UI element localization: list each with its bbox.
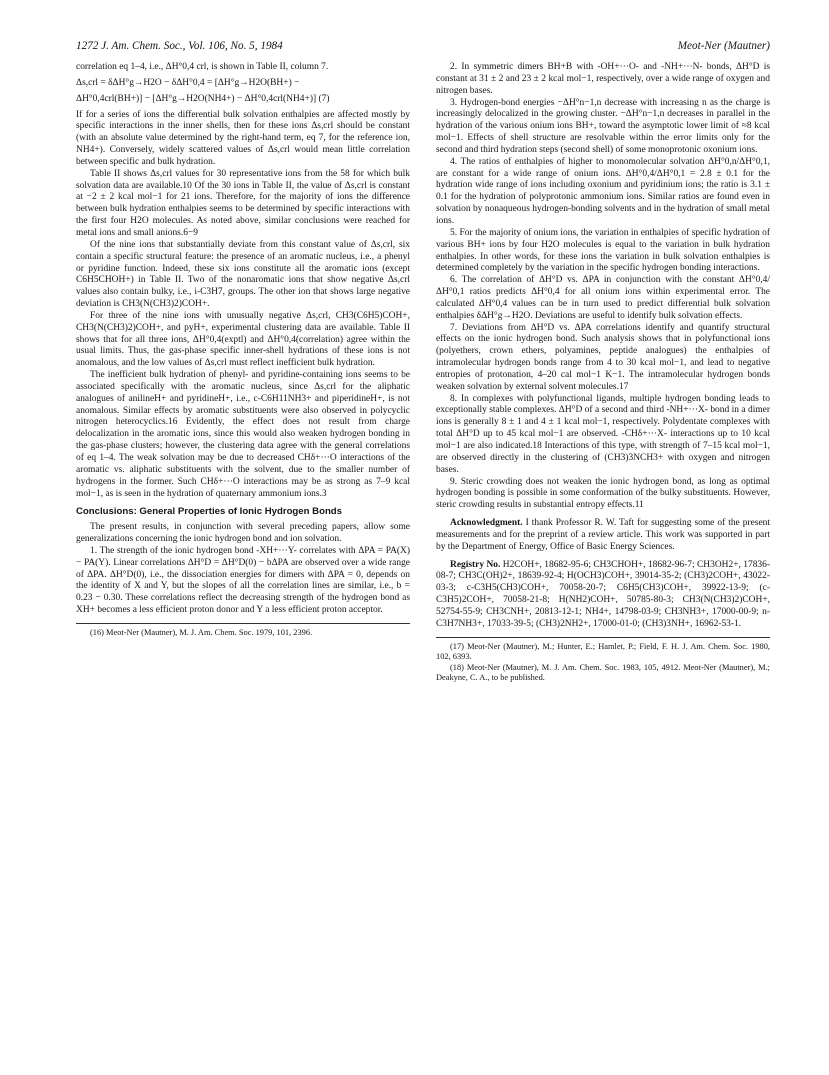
journal-citation: 1272 J. Am. Chem. Soc., Vol. 106, No. 5, 1984	[76, 40, 283, 52]
paragraph: correlation eq 1–4, i.e., ΔH°0,4 crl, is shown in Table II, column 7.	[76, 62, 329, 72]
footnote-divider	[436, 637, 770, 638]
left-column	[76, 62, 410, 638]
paragraph: Of the nine ions that substantially deviate from this constant value of Δs,crl, six contain a specific structural feature: the presence of an aromatic nucleus, i.e., a phenyl or pyridine function. Indeed, these six ions constitute all the aromatic ions (except C6H5CHOH+) in Table II. Two of the nonaromatic ions that show negative Δs,crl values also contain bulky, i.e., i-C3H7, groups. The other ion that shows large negative deviation is CH3(N(CH3)2)COH+.	[76, 239, 410, 310]
conclusion-item-5: 5. For the majority of onium ions, the variation in enthalpies of specific hydration of various BH+ ions by four H2O molecules is equal to the variation in bulk hydration enthalpies. In other words, for these ions the variation in bulk solvation enthalpies is determined completely by the variation in the specific hydrogen bonding interactions.	[436, 227, 770, 274]
footnote-17: (17) Meot-Ner (Mautner), M.; Hunter, E.; Hamlet, P.; Field, F. H. J. Am. Chem. Soc. 1980, 102, 6393.	[436, 641, 770, 662]
paragraph: Table II shows Δs,crl values for 30 representative ions from the 58 for which bulk solvation data are available.10 Of the 30 ions in Table II, the value of Δs,crl is constant at −2 ± 2 kcal mol−1 for 21 ions. Therefore, for the majority of ions the difference between bulk hydration enthalpies seems to be determined by specific interactions with the first four H2O molecules. As noted above, similar conclusions were reached for metal ions and small anions.6−9	[76, 168, 410, 238]
conclusion-item-8: 8. In complexes with polyfunctional ligands, multiple hydrogen bonding leads to exceptionally stable complexes. ΔH°D of a second and third -NH+···X- bond in a dimer ions is generally 8 ± 1 and 4 ± 1 kcal mol−1, respectively. Polydentate complexes with total ΔH°D up to 45 kcal mol−1 are observed. -CHδ+···X- interactions up to 10 kcal mol−1 are also indicated.18 Interactions of this type, with strength of 7–15 kcal mol−1, are observed directly in the clustering of (CH3)3NCH3+ with oxygen and nitrogen bases.	[436, 393, 770, 475]
acknowledgment	[436, 518, 770, 554]
paragraph: The inefficient bulk hydration of phenyl- and pyridine-containing ions seems to be associated specifically with the aromatic nucleus, since Δs,crl for the aliphatic analogues of anilineH+ and pyridineH+, i.e., c-C6H11NH3+ and piperidineH+, is not anomalous. Similar effects by aromatic substituents were also observed in polycyclic nitrogen heterocyclics.16 Evidently, the effect does not result from charge delocalization in the aromatic ions, since this would also weaken hydrogen bonding in the gas-phase clusters; however, the clustering data agree with the general correlations of eq 1–4. The weak solvation may be due to decreased CHδ+···O interactions of the aromatic vs. aliphatic substituents with the solvent, due to the smaller number of hydrogens in the former. Such CHδ+···O interactions may be as strong as 7–9 kcal mol−1, as is seen in the hydration of quaternary ammonium ions.3	[76, 370, 410, 499]
conclusion-item-1: 1. The strength of the ionic hydrogen bond -XH+···Y- correlates with ΔPA = PA(X) − PA(Y). Linear correlations ΔH°D = ΔH°D(0) − bΔPA are observed over a wide range of ΔPA. ΔH°D(0), i.e., the dissociation energies for dimers with ΔPA = 0, depends on the identity of X and Y, but the slopes of all the correlation lines are similar, i.e., b = 0.23 − 0.30. These correlations reflect the decreasing strength of the hydrogen bond as XH+ becomes a less efficient proton donor and Y a less efficient proton acceptor.	[76, 545, 410, 616]
conclusion-item-2: 2. In symmetric dimers BH+B with -OH+···O- and -NH+···N- bonds, ΔH°D is constant at 31 ± 2 and 23 ± 2 kcal mol−1, respectively, over a wide range of oxygen and nitrogen bases.	[436, 62, 770, 96]
author-name: Meot-Ner (Mautner)	[677, 40, 770, 52]
conclusion-item-3: 3. Hydrogen-bond energies −ΔH°n−1,n decrease with increasing n as the charge is increasingly delocalized in the growing cluster. −ΔH°n−1,n decreases in parallel in the hydration of the various onium ions BH+, toward the asymptotic lower limit of ≈8 kcal mol−1. Effects of shell structure are resolvable within the error limits only for the second and third hydration steps (second shell) of some monoprotonic oxonium ions.	[436, 97, 770, 155]
conclusion-item-9: 9. Steric crowding does not weaken the ionic hydrogen bond, as long as optimal hydrogen bonding is possible in some conformation of the bulky substituents. However, steric crowding results in substantial entropy effects.11	[436, 476, 770, 511]
conclusion-item-6: 6. The correlation of ΔH°D vs. ΔPA in conjunction with the constant ΔH°0,4/ΔH°0,1 ratios predicts ΔH°0,4 for all onium ions within experimental error. The calculated ΔH°0,4 values can be in turn used to predict differential bulk solvation enthalpies δΔH°g→H2O. Deviations are useful to identify bulk solvation effects.	[436, 275, 770, 321]
running-header	[76, 40, 770, 54]
paragraph: If for a series of ions the differential bulk solvation enthalpies are affected mostly by specific interactions in the inner shells, then for these ions Δs,crl should be constant (with an absolute value determined by the right-hand term, eq 7, for the reference ion, NH4+). Conversely, widely scattered values of Δs,crl would mean little correlation between specific and bulk hydration.	[76, 109, 410, 167]
acknowledgment-heading: Acknowledgment.	[450, 518, 523, 529]
right-column	[436, 62, 770, 684]
footnote-16: (16) Meot-Ner (Mautner), M. J. Am. Chem. Soc. 1979, 101, 2396.	[90, 627, 313, 637]
acknowledgment-text: I thank Professor R. W. Taft for suggesting some of the present measurements and for the preprint of a review article. This work was supported in part by the Department of Energy, Office of Basic Energy Sciences.	[436, 518, 770, 552]
footnote-18: (18) Meot-Ner (Mautner), M. J. Am. Chem. Soc. 1983, 105, 4912. Meot-Ner (Mautner), M.; Deakyne, C. A., to be published.	[436, 662, 770, 683]
paragraph: For three of the nine ions with unusually negative Δs,crl, CH3(C6H5)COH+, CH3(N(CH3)2)COH+, and pyH+, experimental clustering data are available. Table II shows that for all three ions, ΔH°0,4(exptl) and ΔH°0,4(correlation) agree within the usual limits. Thus, the gas-phase specific inner-shell hydrations of these ions is not anomalous, and the low values of Δs,crl must reflect inefficient bulk hydration.	[76, 310, 410, 369]
footnote-divider	[76, 623, 410, 624]
conclusion-item-4: 4. The ratios of enthalpies of higher to monomolecular solvation ΔH°0,n/ΔH°0,1, are constant for a wide range of onium ions. ΔH°0,4/ΔH°0,1 = 2.8 ± 0.1 for the hydration wide range of ions including oxonium and pyridinium ions; the ratio is 3.1 ± 0.1 for the hydration of polyprotonic ammonium ions. Similar ratios are found even in solvation by nonaqueous hydrogen-bonding solvents and in the hydration of small metal ions.	[436, 156, 770, 226]
equation-7-line-2: ΔH°0,4crl(BH+)] − [ΔH°g→H2O(NH4+) − ΔH°0,4crl(NH4+)] (7)	[76, 93, 330, 104]
registry-numbers	[436, 560, 770, 631]
equation-7-line-1: Δs,crl = δΔH°g→H2O − δΔH°0,4 = [ΔH°g→H2O(BH+) −	[76, 77, 300, 88]
section-title: Conclusions: General Properties of Ionic Hydrogen Bonds	[76, 506, 342, 518]
registry-text: H2COH+, 18682-95-6; CH3CHOH+, 18682-96-7; CH3OH2+, 17836-08-7; CH3C(OH)2+, 18639-92-4; H(OCH3)COH+, 39014-35-2; (CH3)2COH+, 43022-03-3; c-C3H5(CH3)COH+, 70058-20-7; C6H5(CH3)COH+, 39922-13-9; (c-C3H5)2COH+, 70058-21-8; H(NH2)COH+, 50785-80-3; CH3(N(CH3)2)COH+, 52754-55-9; CH3CNH+, 20813-12-1; NH4+, 14798-03-9; CH3NH3+, 17000-00-9; n-C3H7NH3+, 17033-39-5; (CH3)2NH2+, 17000-01-0; (CH3)3NH+, 16962-53-1.	[436, 559, 770, 629]
paragraph: The present results, in conjunction with several preceding papers, allow some generalizations concerning the ionic hydrogen bond and ion solvation.	[76, 522, 410, 545]
registry-heading: Registry No.	[450, 559, 501, 570]
conclusion-item-7: 7. Deviations from ΔH°D vs. ΔPA correlations identify and quantify structural effects on the ionic hydrogen bond. Such analysis shows that in polyfunctional ions (polyethers, crown ethers, polyamines, peptide analogues) the enthalpies of intramolecular hydrogen bonds range from 4 to 30 kcal mol−1, and lead to negative entropies of protonation, 4–20 cal mol−1 K−1. The intramolecular hydrogen bonds weaken solvation by external solvent molecules.17	[436, 322, 770, 392]
